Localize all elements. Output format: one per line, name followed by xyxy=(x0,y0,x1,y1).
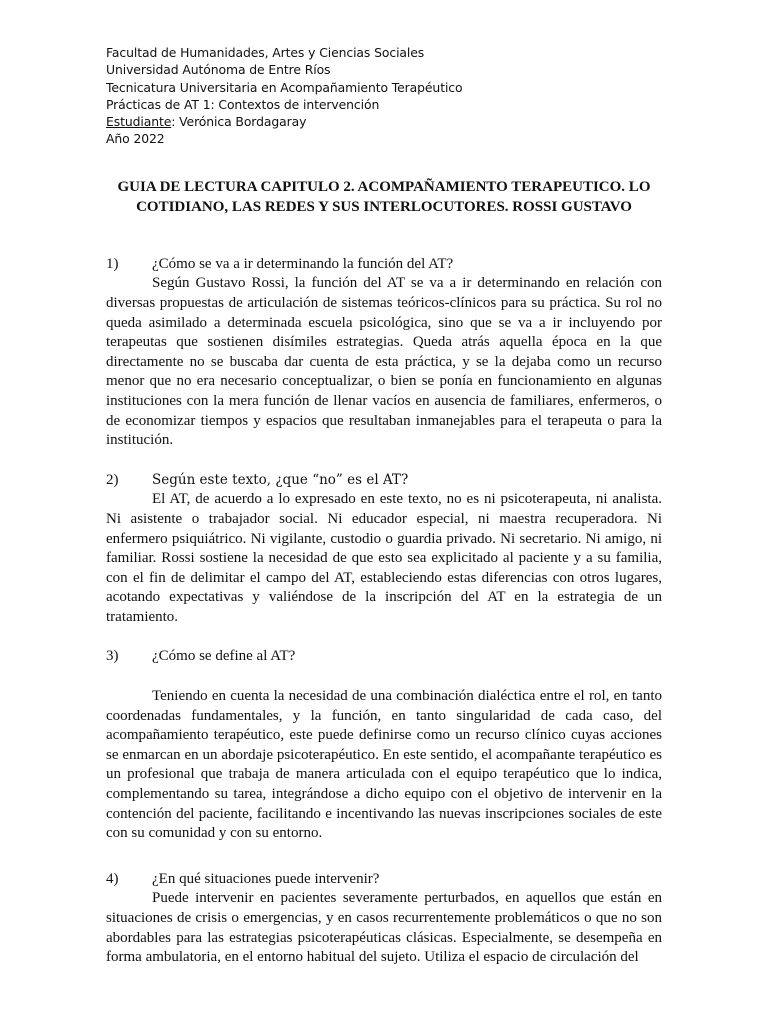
student-label: Estudiante xyxy=(106,114,172,130)
student-name: : Verónica Bordagaray xyxy=(171,114,307,130)
document-header xyxy=(106,44,662,148)
answer-text: Puede intervenir en pacientes severamente perturbados, en aquellos que están en situaciones de crisis o emergencias, y en casos recurrentemente problemáticos o que no son abordables para las estrategias psicoterapéuticas clásicas. Especialmente, se desempeña en forma ambulatoria, en el entorno habitual del sujeto. Utiliza el espacio de circulación del xyxy=(106,890,662,966)
question-block-2 xyxy=(106,471,662,628)
question-block-1 xyxy=(106,255,662,451)
answer-text: Según Gustavo Rossi, la función del AT se va a ir determinando en relación con diversas propuestas de articulación de sistemas teóricos-clínicos para su práctica. Su rol no queda asimilado a determinada escuela psicológica, sino que se va a ir incluyendo por terapeutas que sostienen disímiles estrategias. Queda atrás aquella época en la que directamente no se buscaba dar cuenta de esta práctica, y se la dejaba como un recurso menor que no era necesario conceptualizar, o bien se ponía en funcionamiento en algunas instituciones con la mera función de llenar vacíos en ausencia de familiares, enfermeros, o de economizar tiempos y espacios que resultaban inmanejables para el terapeuta o para la institución. xyxy=(106,275,662,449)
question-text: Según este texto, ¿que “no” es el AT? xyxy=(152,471,409,488)
year-line: Año 2022 xyxy=(106,131,165,147)
question-number: 1) xyxy=(106,255,119,272)
question-number: 2) xyxy=(106,471,119,488)
question-text: ¿Cómo se va a ir determinando la función del AT? xyxy=(152,255,454,272)
answer-text: Teniendo en cuenta la necesidad de una combinación dialéctica entre el rol, en tanto coordenadas fundamentales, y la función, en tanto singularidad de cada caso, del acompañamiento terapéutico, este puede definirse como un recurso clínico cuyas acciones se enmarcan en un abordaje psicoterapéutico. En este sentido, el acompañante terapéutico es un profesional que trabaja de manera articulada con el equipo terapéutico que lo indica, complementando su tarea, integrándose a dicho equipo con el objetivo de intervenir en la contención del paciente, facilitando e incentivando las nuevas inscripciones sociales de este con su comunidad y con su entorno. xyxy=(106,688,662,842)
question-block-3 xyxy=(106,647,662,843)
career-line: Tecnicatura Universitaria en Acompañamiento Terapéutico xyxy=(106,79,463,95)
faculty-line: Facultad de Humanidades, Artes y Ciencias Sociales xyxy=(106,45,425,60)
university-line: Universidad Autónoma de Entre Ríos xyxy=(106,62,331,78)
student-line xyxy=(106,113,662,130)
question-text: ¿En qué situaciones puede intervenir? xyxy=(152,870,380,887)
document-title: GUIA DE LECTURA CAPITULO 2. ACOMPAÑAMIENTO TERAPEUTICO. LO COTIDIANO, LAS REDES Y SUS INTERLOCUTORES. ROSSI GUSTAVO xyxy=(117,178,651,215)
answer-text: El AT, de acuerdo a lo expresado en este texto, no es ni psicoterapeuta, ni analista. Ni asistente o trabajador social. Ni educador especial, ni maestra recuperadora. Ni enfermero psiquiátrico. Ni vigilante, custodio o guardia privado. Ni secretario. Ni amigo, ni familiar. Rossi sostiene la necesidad de que esto sea explicitado al paciente y a su familia, con el fin de delimitar el campo del AT, estableciendo estas diferencias con otros lugares, acotando expectativas y valiéndose de la inscripción del AT en la estrategia de un tratamiento. xyxy=(106,491,662,625)
course-line: Prácticas de AT 1: Contextos de intervención xyxy=(106,96,380,112)
question-number: 3) xyxy=(106,648,119,665)
question-block-4 xyxy=(106,870,662,968)
question-number: 4) xyxy=(106,870,119,887)
question-text: ¿Cómo se define al AT? xyxy=(152,648,296,665)
